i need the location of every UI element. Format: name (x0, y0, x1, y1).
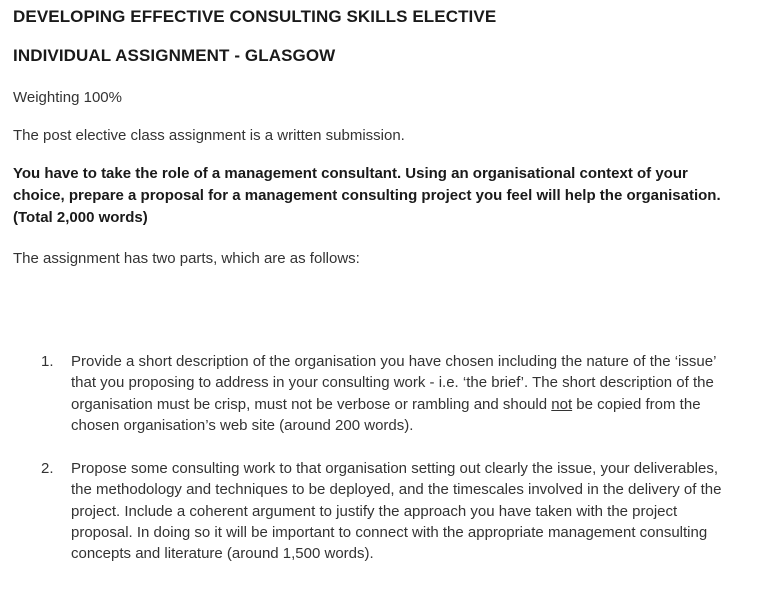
item-text: Propose some consulting work to that organisation setting out clearly the issue, your deliverables, the methodology and techniques to be deployed, and the timescales involved in the delivery of the project. Include a coherent argument to justify the approach you have taken with the project proposal. In doing so it will be important to connect with the appropriate management consulting concepts and literature (around 1,500 words). (71, 460, 722, 563)
assignment-parts-list (13, 351, 763, 587)
list-item (13, 351, 731, 436)
list-number: 1. (41, 353, 54, 370)
parts-intro: The assignment has two parts, which are as follows: (13, 250, 360, 267)
task-instruction: You have to take the role of a management consultant. Using an organisational context of your choice, prepare a proposal for a management consulting project you feel will help the organisation. (Total 2,000 words) (13, 165, 721, 226)
list-number: 2. (41, 460, 54, 478)
item-text-part: Provide a short description of the organisation you have chosen including the nature of the ‘issue’ that you proposing to address in your consulting work - i.e. ‘the brief’. The short description of the organisation must be crisp, must not be verbose or rambling and should (71, 353, 716, 413)
document-title: DEVELOPING EFFECTIVE CONSULTING SKILLS ELECTIVE (13, 7, 497, 26)
document-subtitle: INDIVIDUAL ASSIGNMENT - GLASGOW (13, 46, 336, 65)
item-text-part: be copied from the chosen organisation’s web site (around 200 words). (71, 395, 701, 434)
weighting-text: Weighting 100% (13, 89, 122, 106)
underlined-emphasis: not (551, 395, 573, 413)
submission-text: The post elective class assignment is a written submission. (13, 127, 405, 144)
list-item (13, 458, 731, 564)
